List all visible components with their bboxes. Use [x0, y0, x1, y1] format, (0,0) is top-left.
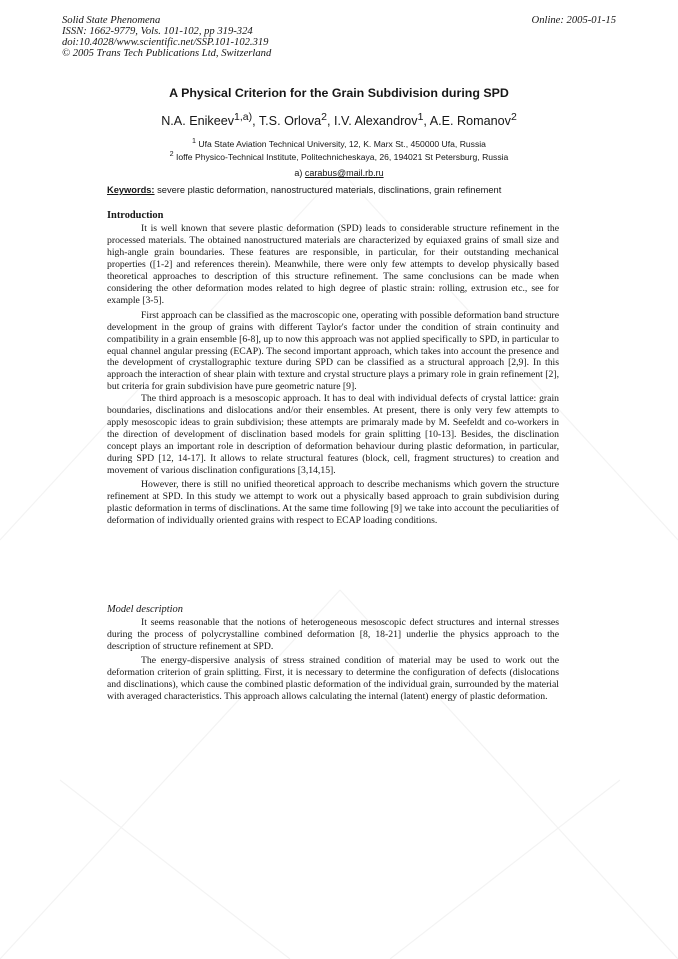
paragraph: It is well known that severe plastic deformation (SPD) leads to considerable structure refinement in the processed materials. The obtained nanostructured materials are characterized by equiaxed grains of small size and high-angle grain boundaries. These features are responsible, in particular, for their outstanding mechanical properties ([1-2] and references therein). Meanwhile, there were only few attempts to develop physically based theoretical approaches to description of this structure refinement. The same conclusions can be made when considering the other deformation modes related to high degree of plastic strain: rolling, extrusion etc., see for example [3-5].	[107, 223, 559, 306]
journal-doi: doi:10.4028/www.scientific.net/SSP.101-102.319	[62, 37, 269, 48]
affiliation-mark: 1	[192, 137, 197, 145]
author-name: A.E. Romanov	[429, 114, 511, 129]
keywords-label: Keywords:	[107, 185, 155, 195]
author-affiliation-mark: 2	[510, 111, 517, 123]
journal-header	[62, 15, 271, 59]
section-heading: Introduction	[107, 210, 164, 221]
affiliation	[0, 137, 678, 149]
author-list: N.A. Enikeev$^{1,a)}$, T.S. Orlova$^2$, I.V. Alexandrov$^1$, A.E. Romanov$^2$	[161, 111, 517, 129]
paragraph: The third approach is a mesoscopic approach. It has to deal with individual defects of crystal lattice: grain boundaries, disclinations and dislocations and/or their ensembles. At present, there is only very few attempts to apply mesoscopic ideas to grain subdivision; these attempts are primaraly made by M. Seefeldt and co-workers in the direction of development of disclination based models for grain splitting [10-13]. Besides, the disclination concept plays an important role in description of deformation behaviour during plastic deformation, in particular, during SPD [12, 14-17]. It allows to relate structural features (block, cell, fragment structures) to creation and movement of various disclination configurations [3,14,15].	[107, 393, 559, 477]
author-affiliation-mark: 2	[321, 111, 328, 123]
introduction-body	[107, 223, 559, 527]
journal-copyright: © 2005 Trans Tech Publications Ltd, Switzerland	[62, 48, 272, 59]
email-link[interactable]: carabus@mail.rb.ru	[304, 168, 384, 178]
paper-title: A Physical Criterion for the Grain Subdivision during SPD	[169, 86, 509, 100]
author-name: N.A. Enikeev	[161, 114, 234, 129]
author-affiliation-mark: 1,a)	[234, 111, 253, 123]
paragraph: The energy-dispersive analysis of stress strained condition of material may be used to work out the deformation criterion of grain splitting. First, it is necessary to determine the configuration of defects (dislocations and disclinations), which cause the combined plastic deformation of the individual grain, surrounded by the material with averaged characteristics. This approach allows calculating the internal (latent) energy of plastic deformation.	[107, 654, 559, 702]
affiliation-text: Ufa State Aviation Technical University, 12, K. Marx St., 450000 Ufa, Russia	[198, 138, 486, 149]
affiliation-text: Ioffe Physico-Technical Institute, Politechnicheskaya, 26, 194021 St Petersburg, Russia	[176, 151, 509, 162]
paragraph: It seems reasonable that the notions of heterogeneous mesoscopic defect structures and internal stresses during the process of polycrystalline combined deformation [8, 18-21] underlie the physics approach to the description of structure refinement at SPD.	[107, 617, 559, 652]
paragraph: First approach can be classified as the macroscopic one, operating with possible deformation band structure development in the group of grains with different Taylor's factor under the condition of strain continuity and compatibility in a grain ensemble [6-8], up to now this approach was not applied specifically to SPD, in particular to equal channel angular pressing (ECAP). The second important approach, which takes into account the presence and the development of crystallographic texture during SPD can be classified as a structural approach [2,9]. In this approach the interaction of shear plain with texture and crystal structure plays a primary role in grain refinement [2], but criteria for grain subdivision have pure geometric nature [9].	[107, 309, 559, 393]
email-line	[0, 168, 678, 178]
keywords-text: severe plastic deformation, nanostructured materials, disclinations, grain refinement	[157, 185, 502, 195]
author-name: T.S. Orlova	[258, 114, 322, 129]
journal-name: Solid State Phenomena	[62, 15, 161, 26]
author-name: I.V. Alexandrov	[334, 114, 418, 129]
keywords	[107, 185, 577, 195]
model-body	[107, 617, 559, 703]
affiliation-mark: 2	[169, 150, 174, 158]
affiliation	[0, 150, 678, 162]
subsection-heading: Model description	[107, 604, 183, 615]
journal-issn: ISSN: 1662-9779, Vols. 101-102, pp 319-324	[62, 26, 253, 37]
online-date: Online: 2005-01-15	[531, 15, 616, 26]
email-prefix: a)	[294, 168, 303, 178]
paragraph: However, there is still no unified theoretical approach to describe mechanisms which govern the structure refinement at SPD. In this study we attempt to work out a physically based approach to grain subdivision during plastic deformation in terms of disclinations. At the same time following [9] we take into account the peculiarities of deformation of individually oriented grains with respect to ECAP loading conditions.	[107, 479, 559, 526]
author-affiliation-mark: 1	[417, 111, 424, 123]
